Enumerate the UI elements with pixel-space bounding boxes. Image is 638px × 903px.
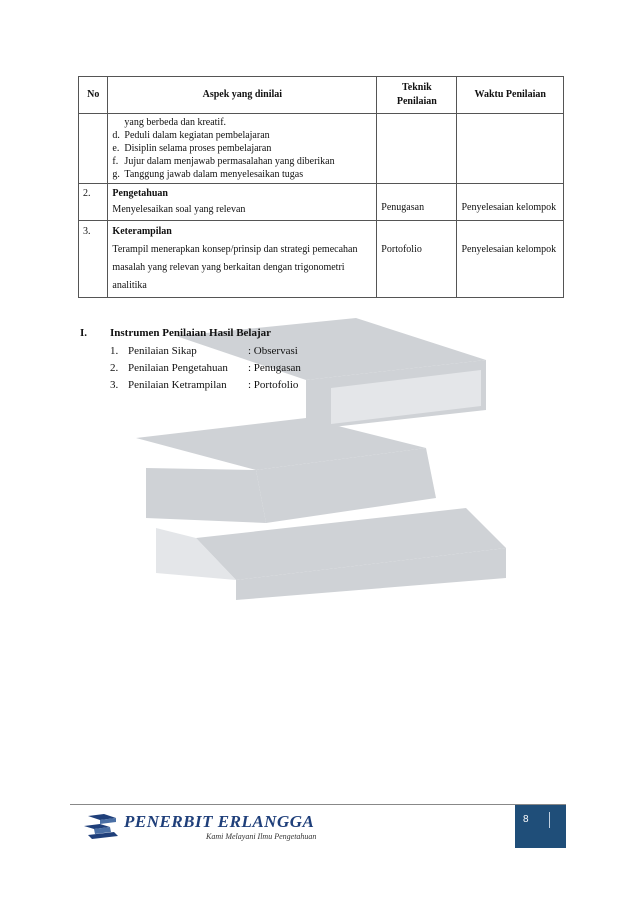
publisher-name: PENERBIT ERLANGGA [124,812,315,831]
row-teknik-empty [377,114,457,184]
row-aspek-continued [108,114,377,184]
footer-divider [70,804,566,805]
page-box-divider [549,812,550,828]
header-waktu: Waktu Penilaian [457,77,564,114]
row-no: 3. [79,221,108,298]
row-no-empty [79,114,108,184]
item-value: : Observasi [248,345,298,357]
item-value: : Portofolio [248,379,299,391]
table-row [79,221,564,298]
item-name: Penilaian Sikap [128,345,197,357]
row-title: Keterampilan [112,226,172,237]
row-teknik [377,221,457,298]
instrumen-list [80,343,301,394]
row-aspek [108,184,377,221]
item-name: Penilaian Ketrampilan [128,379,227,391]
section-title: Instrumen Penilaian Hasil Belajar [110,327,272,339]
list-item [110,343,301,360]
header-teknik: Teknik Penilaian [377,77,457,114]
item-name: Penilaian Pengetahuan [128,362,228,374]
header-aspek: Aspek yang dinilai [108,77,377,114]
item-letter: e. [112,143,120,154]
publisher-tagline: Kami Melayani Ilmu Pengetahuan [206,832,317,841]
row-title: Pengetahuan [112,188,168,199]
table-header-row [79,77,564,114]
item-text: Peduli dalam kegiatan pembelajaran [124,130,270,141]
header-no: No [79,77,108,114]
row-waktu-text: Penyelesaian kelompok [461,202,557,213]
table-row [79,114,564,184]
section-roman: I. [80,327,88,339]
assessment-table [78,76,564,298]
row-waktu [457,221,564,298]
row-waktu-text: Penyelesaian kelompok [461,244,557,255]
continued-lead: yang berbeda dan kreatif. [124,117,227,128]
row-waktu [457,184,564,221]
row-no: 2. [79,184,108,221]
row-teknik [377,184,457,221]
item-num: 2. [110,362,119,374]
page-number-box [515,805,566,848]
list-item [110,360,301,377]
item-text: Tanggung jawab dalam menyelesaikan tugas [124,169,304,180]
item-value: : Penugasan [248,362,301,374]
table-row [79,184,564,221]
item-num: 3. [110,379,119,391]
item-text: Disiplin selama proses pembelajaran [124,143,272,154]
item-letter: g. [112,169,120,180]
row-teknik-text: Portofolio [381,244,422,255]
item-text: Jujur dalam menjawab permasalahan yang diberikan [124,156,335,167]
section-instrumen [80,327,301,394]
item-num: 1. [110,345,119,357]
list-item [112,168,372,181]
item-letter: f. [112,156,119,167]
list-item [110,377,301,394]
row-desc: Menyelesaikan soal yang relevan [112,204,246,215]
list-item [112,142,372,155]
list-item [112,116,372,129]
list-item [112,155,372,168]
row-desc: Terampil menerapkan konsep/prinsip dan strategi pemecahan masalah yang relevan yang berkaitan dengan trigonometri analitika [112,244,358,291]
row-teknik-text: Penugasan [381,202,425,213]
item-letter: d. [112,130,120,141]
row-waktu-empty [457,114,564,184]
row-aspek [108,221,377,298]
book-stack-icon [84,812,120,842]
page-number: 8 [523,814,529,825]
section-heading [80,327,301,339]
list-item [112,129,372,142]
publisher-logo [84,810,344,846]
